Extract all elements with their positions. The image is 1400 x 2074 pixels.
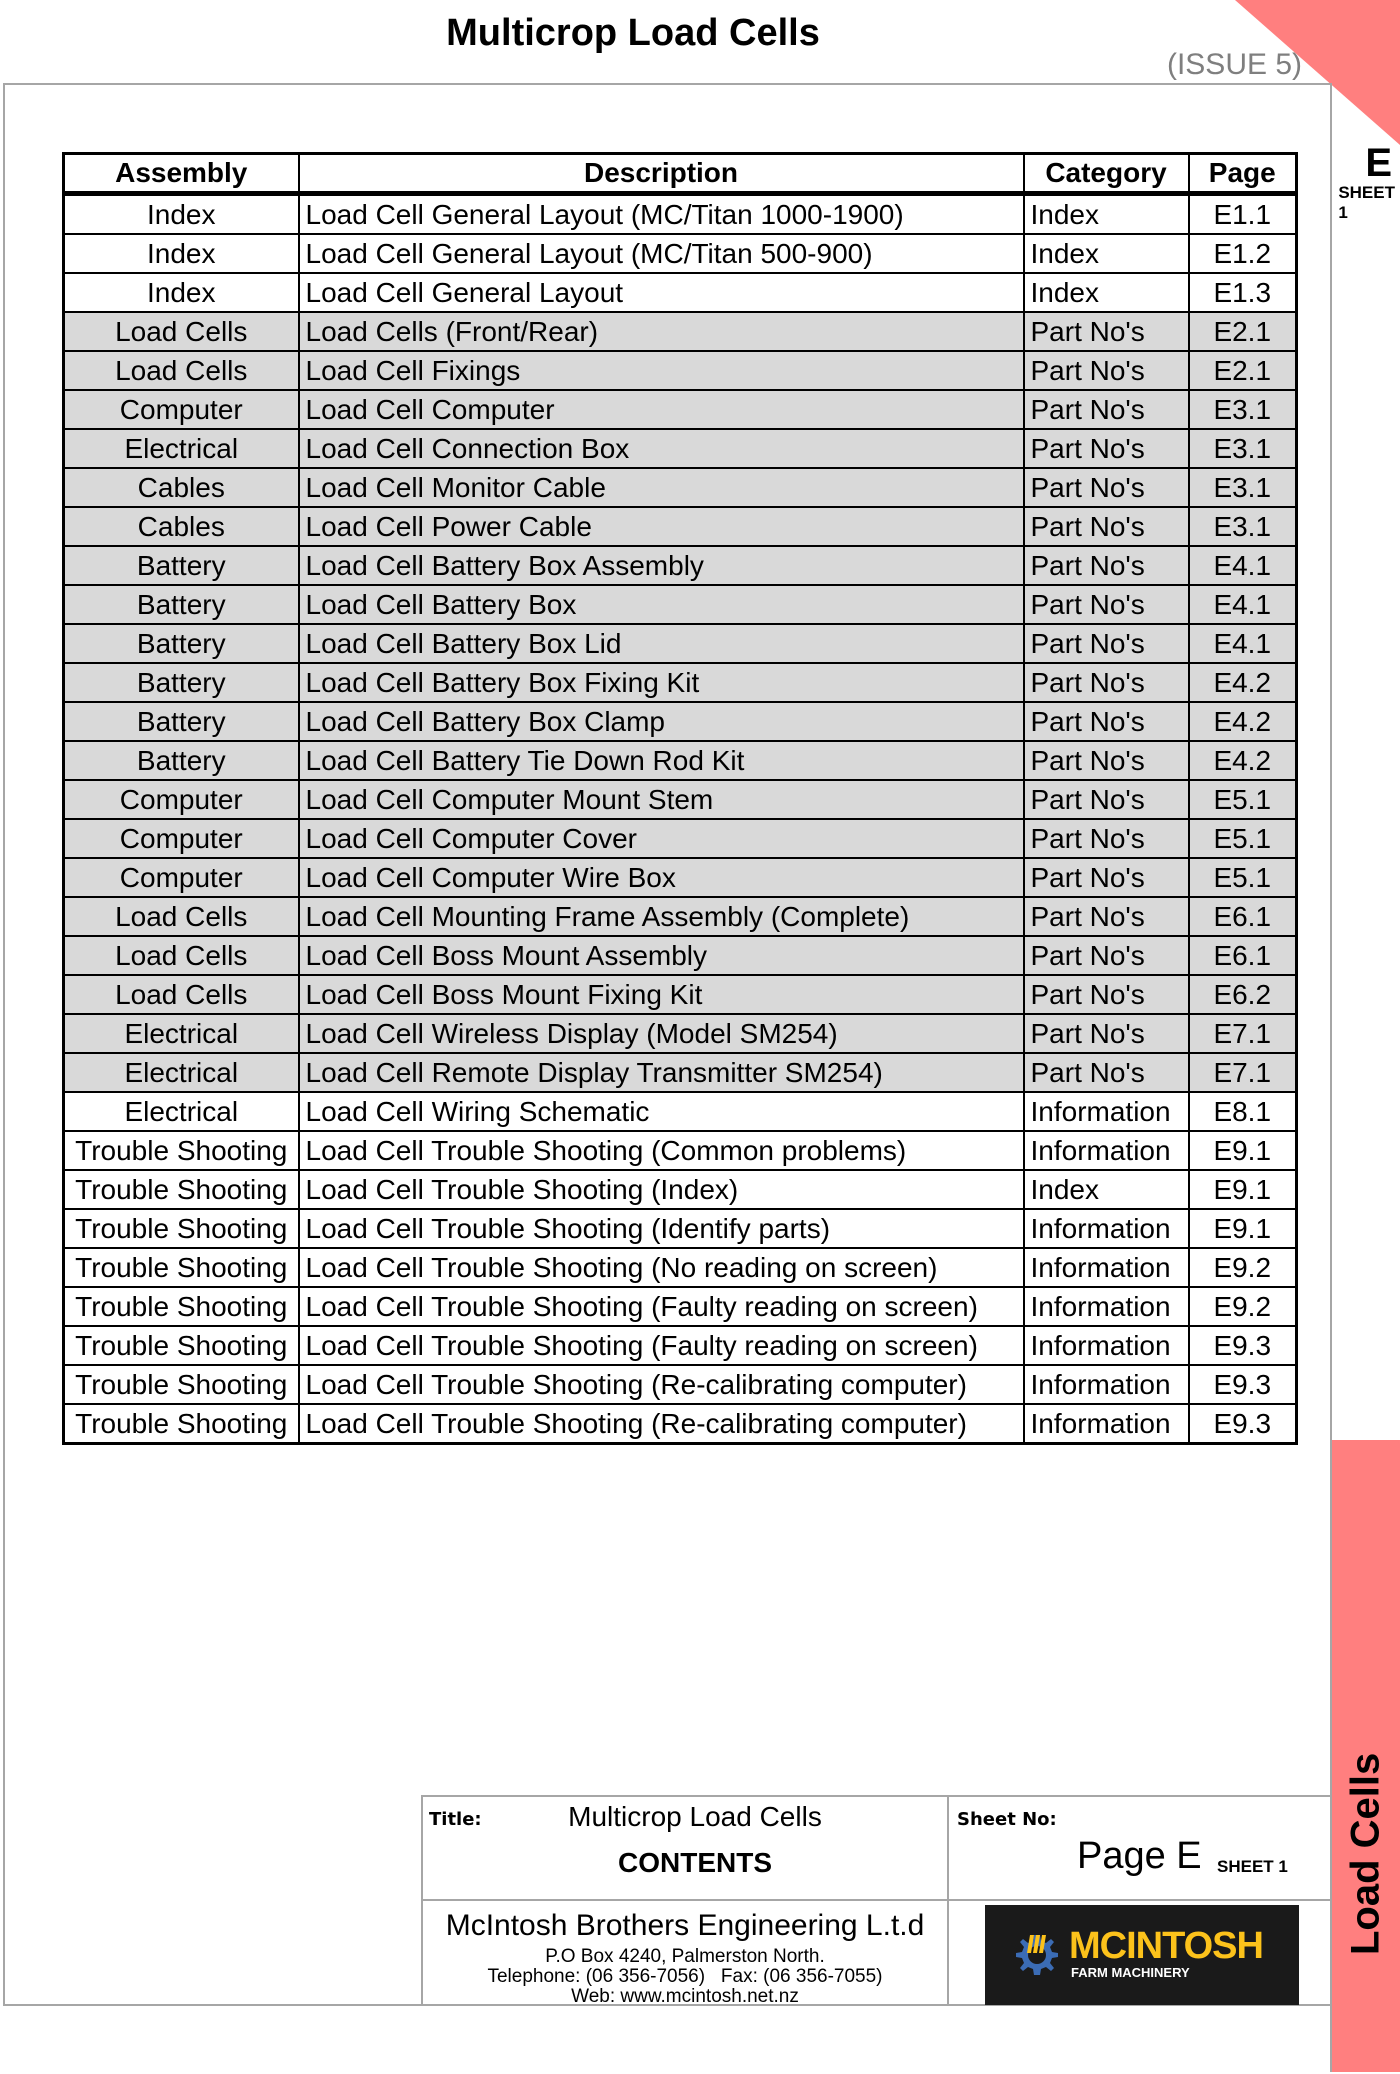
cell-assembly: Battery	[64, 624, 299, 663]
column-header-assembly: Assembly	[64, 154, 299, 194]
cell-assembly: Electrical	[64, 1014, 299, 1053]
cell-description: Load Cell Wireless Display (Model SM254)	[299, 1014, 1024, 1053]
section-side-tab	[1330, 1440, 1400, 2072]
cell-description: Load Cell Battery Box Fixing Kit	[299, 663, 1024, 702]
logo-cell	[949, 1901, 1332, 2006]
cell-description: Load Cell Computer Wire Box	[299, 858, 1024, 897]
table-row	[64, 429, 1297, 468]
table-row	[64, 1209, 1297, 1248]
table-row	[64, 936, 1297, 975]
cell-assembly: Load Cells	[64, 312, 299, 351]
cell-description: Load Cell Computer Cover	[299, 819, 1024, 858]
cell-description: Load Cell Boss Mount Fixing Kit	[299, 975, 1024, 1014]
cell-page: E1.1	[1189, 194, 1297, 235]
cell-page: E5.1	[1189, 858, 1297, 897]
cell-category: Part No's	[1024, 507, 1189, 546]
title-block-sheet-cell	[949, 1797, 1332, 1901]
table-row	[64, 975, 1297, 1014]
logo-brand-text: MCINTOSH	[1069, 1925, 1263, 1967]
cell-category: Information	[1024, 1287, 1189, 1326]
cell-description: Load Cell General Layout (MC/Titan 500-900)	[299, 234, 1024, 273]
table-row	[64, 1365, 1297, 1404]
cell-category: Index	[1024, 194, 1189, 235]
cell-category: Part No's	[1024, 390, 1189, 429]
table-row	[64, 663, 1297, 702]
cell-category: Information	[1024, 1365, 1189, 1404]
table-row	[64, 390, 1297, 429]
cell-category: Part No's	[1024, 351, 1189, 390]
side-tab-label: Load Cells	[1343, 1752, 1388, 1955]
cell-assembly: Load Cells	[64, 975, 299, 1014]
table-row	[64, 1053, 1297, 1092]
table-row	[64, 273, 1297, 312]
cell-category: Part No's	[1024, 663, 1189, 702]
cell-assembly: Index	[64, 234, 299, 273]
table-row	[64, 897, 1297, 936]
cell-page: E9.1	[1189, 1209, 1297, 1248]
cell-description: Load Cell Trouble Shooting (Re-calibrating computer)	[299, 1365, 1024, 1404]
cell-assembly: Electrical	[64, 429, 299, 468]
cell-assembly: Trouble Shooting	[64, 1209, 299, 1248]
cell-description: Load Cells (Front/Rear)	[299, 312, 1024, 351]
cell-assembly: Battery	[64, 702, 299, 741]
cell-assembly: Electrical	[64, 1053, 299, 1092]
table-row	[64, 234, 1297, 273]
cell-description: Load Cell Battery Box Lid	[299, 624, 1024, 663]
cell-description: Load Cell General Layout (MC/Titan 1000-1900)	[299, 194, 1024, 235]
cell-description: Load Cell Trouble Shooting (No reading on screen)	[299, 1248, 1024, 1287]
column-header-page: Page	[1189, 154, 1297, 194]
table-row	[64, 858, 1297, 897]
cell-page: E7.1	[1189, 1053, 1297, 1092]
cell-category: Information	[1024, 1209, 1189, 1248]
title-block-title-cell	[423, 1797, 949, 1901]
cell-assembly: Load Cells	[64, 351, 299, 390]
cell-description: Load Cell Trouble Shooting (Faulty reading on screen)	[299, 1326, 1024, 1365]
table-row	[64, 819, 1297, 858]
cell-page: E9.1	[1189, 1170, 1297, 1209]
table-row	[64, 1326, 1297, 1365]
cell-description: Load Cell Computer Mount Stem	[299, 780, 1024, 819]
cell-page: E5.1	[1189, 780, 1297, 819]
cell-description: Load Cell Wiring Schematic	[299, 1092, 1024, 1131]
table-row	[64, 351, 1297, 390]
cell-category: Part No's	[1024, 546, 1189, 585]
cell-page: E6.1	[1189, 897, 1297, 936]
cell-page: E2.1	[1189, 351, 1297, 390]
table-row	[64, 468, 1297, 507]
cell-description: Load Cell Trouble Shooting (Common problems)	[299, 1131, 1024, 1170]
cell-category: Part No's	[1024, 585, 1189, 624]
cell-category: Index	[1024, 234, 1189, 273]
cell-description: Load Cell Trouble Shooting (Index)	[299, 1170, 1024, 1209]
cell-assembly: Cables	[64, 507, 299, 546]
cell-page: E4.1	[1189, 624, 1297, 663]
cell-assembly: Battery	[64, 663, 299, 702]
cell-page: E3.1	[1189, 390, 1297, 429]
table-row	[64, 546, 1297, 585]
cell-category: Part No's	[1024, 819, 1189, 858]
sheet-no-subvalue: SHEET 1	[1217, 1857, 1288, 1876]
cell-assembly: Cables	[64, 468, 299, 507]
issue-label: (ISSUE 5)	[1166, 48, 1302, 81]
table-row	[64, 1092, 1297, 1131]
company-phone-fax: Telephone: (06 356-7056) Fax: (06 356-7055)	[487, 1966, 883, 1987]
cell-category: Part No's	[1024, 702, 1189, 741]
cell-assembly: Battery	[64, 741, 299, 780]
cell-description: Load Cell Trouble Shooting (Identify parts)	[299, 1209, 1024, 1248]
cell-page: E9.3	[1189, 1326, 1297, 1365]
cell-page: E4.2	[1189, 663, 1297, 702]
table-row	[64, 507, 1297, 546]
table-row	[64, 1404, 1297, 1444]
logo-subtitle: FARM MACHINERY	[1071, 1965, 1190, 1980]
cell-description: Load Cell Battery Box	[299, 585, 1024, 624]
cell-category: Information	[1024, 1092, 1189, 1131]
table-row	[64, 585, 1297, 624]
gear-icon	[1013, 1931, 1059, 1977]
cell-assembly: Index	[64, 194, 299, 235]
cell-page: E3.1	[1189, 429, 1297, 468]
cell-description: Load Cell Battery Box Assembly	[299, 546, 1024, 585]
table-row	[64, 780, 1297, 819]
cell-assembly: Computer	[64, 819, 299, 858]
cell-page: E1.3	[1189, 273, 1297, 312]
cell-category: Part No's	[1024, 858, 1189, 897]
title-block	[421, 1795, 1332, 2006]
table-header-row	[64, 154, 1297, 194]
cell-category: Information	[1024, 1404, 1189, 1444]
cell-page: E4.1	[1189, 546, 1297, 585]
contents-table	[62, 152, 1298, 1445]
cell-assembly: Load Cells	[64, 897, 299, 936]
cell-category: Part No's	[1024, 1053, 1189, 1092]
title-label: Title:	[429, 1809, 482, 1830]
cell-description: Load Cell General Layout	[299, 273, 1024, 312]
cell-page: E3.1	[1189, 507, 1297, 546]
section-sheet: SHEET 1	[1338, 183, 1395, 222]
cell-description: Load Cell Battery Box Clamp	[299, 702, 1024, 741]
cell-page: E9.1	[1189, 1131, 1297, 1170]
table-row	[64, 312, 1297, 351]
table-row	[64, 741, 1297, 780]
cell-description: Load Cell Power Cable	[299, 507, 1024, 546]
cell-category: Part No's	[1024, 624, 1189, 663]
cell-description: Load Cell Boss Mount Assembly	[299, 936, 1024, 975]
cell-page: E3.1	[1189, 468, 1297, 507]
cell-category: Information	[1024, 1326, 1189, 1365]
cell-page: E4.2	[1189, 741, 1297, 780]
cell-page: E2.1	[1189, 312, 1297, 351]
cell-page: E9.2	[1189, 1248, 1297, 1287]
cell-page: E4.2	[1189, 702, 1297, 741]
cell-description: Load Cell Battery Tie Down Rod Kit	[299, 741, 1024, 780]
cell-description: Load Cell Mounting Frame Assembly (Complete)	[299, 897, 1024, 936]
sheet-no-value: Page E	[1077, 1835, 1202, 1877]
cell-category: Part No's	[1024, 1014, 1189, 1053]
cell-page: E7.1	[1189, 1014, 1297, 1053]
cell-page: E1.2	[1189, 234, 1297, 273]
cell-category: Information	[1024, 1248, 1189, 1287]
cell-category: Part No's	[1024, 780, 1189, 819]
table-row	[64, 1248, 1297, 1287]
company-contact	[423, 1947, 947, 2007]
cell-page: E6.2	[1189, 975, 1297, 1014]
cell-description: Load Cell Connection Box	[299, 429, 1024, 468]
company-web: Web: www.mcintosh.net.nz	[571, 1986, 799, 2007]
table-row	[64, 702, 1297, 741]
cell-category: Part No's	[1024, 897, 1189, 936]
cell-assembly: Index	[64, 273, 299, 312]
cell-assembly: Battery	[64, 546, 299, 585]
cell-category: Information	[1024, 1131, 1189, 1170]
cell-description: Load Cell Computer	[299, 390, 1024, 429]
cell-category: Part No's	[1024, 468, 1189, 507]
cell-assembly: Computer	[64, 390, 299, 429]
cell-category: Part No's	[1024, 741, 1189, 780]
column-header-category: Category	[1024, 154, 1189, 194]
cell-assembly: Trouble Shooting	[64, 1326, 299, 1365]
table-row	[64, 194, 1297, 235]
cell-assembly: Trouble Shooting	[64, 1131, 299, 1170]
table-row	[64, 1170, 1297, 1209]
mcintosh-logo	[985, 1905, 1299, 2005]
table-row	[64, 624, 1297, 663]
cell-description: Load Cell Fixings	[299, 351, 1024, 390]
table-row	[64, 1131, 1297, 1170]
cell-category: Part No's	[1024, 975, 1189, 1014]
company-info-cell	[423, 1901, 949, 2006]
cell-category: Part No's	[1024, 936, 1189, 975]
cell-page: E4.1	[1189, 585, 1297, 624]
title-block-subtitle: CONTENTS	[618, 1847, 772, 1878]
section-letter: E	[1365, 141, 1392, 185]
cell-page: E8.1	[1189, 1092, 1297, 1131]
sheet-no-label: Sheet No:	[957, 1809, 1057, 1830]
cell-page: E6.1	[1189, 936, 1297, 975]
cell-assembly: Battery	[64, 585, 299, 624]
cell-assembly: Electrical	[64, 1092, 299, 1131]
cell-page: E9.2	[1189, 1287, 1297, 1326]
cell-category: Part No's	[1024, 429, 1189, 468]
cell-category: Index	[1024, 273, 1189, 312]
cell-assembly: Computer	[64, 780, 299, 819]
table-row	[64, 1014, 1297, 1053]
cell-description: Load Cell Trouble Shooting (Re-calibrating computer)	[299, 1404, 1024, 1444]
cell-assembly: Computer	[64, 858, 299, 897]
document-title: Multicrop Load Cells	[446, 12, 820, 54]
cell-category: Part No's	[1024, 312, 1189, 351]
cell-assembly: Trouble Shooting	[64, 1248, 299, 1287]
cell-assembly: Trouble Shooting	[64, 1287, 299, 1326]
company-address: P.O Box 4240, Palmerston North.	[545, 1946, 825, 1967]
cell-assembly: Load Cells	[64, 936, 299, 975]
cell-category: Index	[1024, 1170, 1189, 1209]
cell-description: Load Cell Monitor Cable	[299, 468, 1024, 507]
title-block-title: Multicrop Load Cells	[568, 1801, 822, 1832]
cell-description: Load Cell Trouble Shooting (Faulty reading on screen)	[299, 1287, 1024, 1326]
cell-description: Load Cell Remote Display Transmitter SM254)	[299, 1053, 1024, 1092]
cell-page: E9.3	[1189, 1404, 1297, 1444]
company-name: McIntosh Brothers Engineering L.t.d	[445, 1909, 925, 1942]
cell-assembly: Trouble Shooting	[64, 1365, 299, 1404]
column-header-description: Description	[299, 154, 1024, 194]
cell-assembly: Trouble Shooting	[64, 1404, 299, 1444]
table-row	[64, 1287, 1297, 1326]
cell-page: E9.3	[1189, 1365, 1297, 1404]
cell-page: E5.1	[1189, 819, 1297, 858]
cell-assembly: Trouble Shooting	[64, 1170, 299, 1209]
